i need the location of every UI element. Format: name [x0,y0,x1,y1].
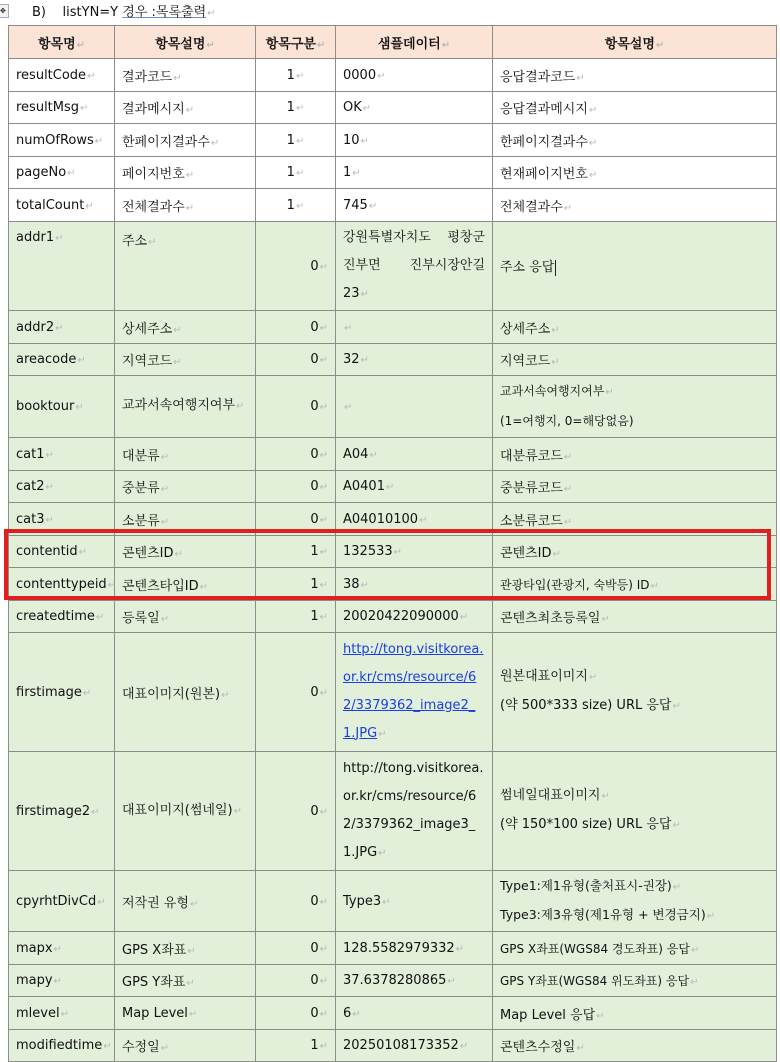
field-desc: GPS X좌표↵ [115,932,256,965]
field-explain: 상세주소↵ [493,311,777,344]
field-desc: 대표이미지(썸네일)↵ [115,752,256,871]
field-type: 1↵ [256,536,336,568]
field-name: addr2↵ [9,311,115,344]
table-row [9,965,777,997]
field-type: 0↵ [256,871,336,932]
field-name: cat2↵ [9,471,115,503]
field-explain: 소분류코드↵ [493,503,777,536]
table-row [9,601,777,633]
field-sample: OK↵ [336,92,493,124]
field-sample: 강원특별자치도 평창군 진부면 진부시장안길 23↵ [336,222,493,311]
table-row [9,568,777,601]
field-type: 1↵ [256,189,336,222]
field-sample: 37.6378280865↵ [336,965,493,997]
field-type: 0↵ [256,376,336,438]
table-row [9,124,777,157]
field-explain: 주소 응답 [493,222,777,311]
field-explain: 응답결과메시지↵ [493,92,777,124]
field-explain: 콘텐츠최초등록일↵ [493,601,777,633]
field-name: mapx↵ [9,932,115,965]
field-type: 0↵ [256,752,336,871]
table-row [9,344,777,376]
table-row [9,59,777,92]
table-row [9,932,777,965]
field-name: contenttypeid↵ [9,568,115,601]
field-name: mlevel↵ [9,997,115,1030]
field-type: 0↵ [256,438,336,471]
field-explain: 콘텐츠수정일↵ [493,1030,777,1062]
field-type: 0↵ [256,965,336,997]
table-row [9,536,777,568]
table-row [9,1030,777,1062]
table-move-handle[interactable]: ✥ [0,4,9,18]
field-sample: ↵ [336,311,493,344]
field-desc: 중분류↵ [115,471,256,503]
field-desc: 대분류↵ [115,438,256,471]
table-row [9,222,777,311]
field-sample: 10↵ [336,124,493,157]
field-desc: 페이지번호↵ [115,157,256,189]
field-explain: 콘텐츠ID↵ [493,536,777,568]
field-type: 0↵ [256,311,336,344]
field-type: 1↵ [256,59,336,92]
table-row [9,157,777,189]
table-row [9,471,777,503]
field-name: totalCount↵ [9,189,115,222]
field-explain: 현재페이지번호↵ [493,157,777,189]
field-name: areacode↵ [9,344,115,376]
field-desc: Map Level↵ [115,997,256,1030]
field-explain: GPS X좌표(WGS84 경도좌표) 응답↵ [493,932,777,965]
field-explain: 응답결과코드↵ [493,59,777,92]
field-sample: A0401↵ [336,471,493,503]
field-type: 0↵ [256,932,336,965]
field-type: 1↵ [256,568,336,601]
field-sample: 132533↵ [336,536,493,568]
header-cell: 항목명↵ [9,26,115,59]
field-name: modifiedtime↵ [9,1030,115,1062]
table-row [9,633,777,752]
field-type: 1↵ [256,1030,336,1062]
field-explain: 한페이지결과수↵ [493,124,777,157]
table-row [9,189,777,222]
response-field-table [8,25,777,1062]
image-url-link[interactable]: http://tong.visitkorea.or.kr/cms/resource/62/3379362_image2_1.JPG [343,641,484,741]
field-type: 1↵ [256,601,336,633]
field-sample: 128.5582979332↵ [336,932,493,965]
field-explain: Type1:제1유형(출처표시-권장)↵ Type3:제3유형(제1유형 + 변경금지)↵ [493,871,777,932]
field-desc: 등록일↵ [115,601,256,633]
field-sample: 38↵ [336,568,493,601]
field-type: 0↵ [256,471,336,503]
field-name: createdtime↵ [9,601,115,633]
field-desc: 수정일↵ [115,1030,256,1062]
field-name: firstimage↵ [9,633,115,752]
table-row [9,311,777,344]
field-sample: 20020422090000↵ [336,601,493,633]
field-explain: 지역코드↵ [493,344,777,376]
table-row [9,752,777,871]
field-desc: GPS Y좌표↵ [115,965,256,997]
header-cell: 항목설명↵ [493,26,777,59]
field-explain: 대분류코드↵ [493,438,777,471]
caption-text: B) listYN=Y 경우 :목록출력↵ [32,5,216,20]
field-name: booktour↵ [9,376,115,438]
field-type: 1↵ [256,124,336,157]
field-explain: GPS Y좌표(WGS84 위도좌표) 응답↵ [493,965,777,997]
field-name: cpyrhtDivCd↵ [9,871,115,932]
field-sample[interactable]: http://tong.visitkorea.or.kr/cms/resource/62/3379362_image2_1.JPG↵ [336,633,493,752]
field-desc: 전체결과수↵ [115,189,256,222]
field-desc: 지역코드↵ [115,344,256,376]
field-type: 0↵ [256,633,336,752]
section-caption [0,0,780,22]
field-desc: 결과메시지↵ [115,92,256,124]
header-row [9,26,777,59]
field-name: addr1↵ [9,222,115,311]
field-sample: A04↵ [336,438,493,471]
field-sample: 32↵ [336,344,493,376]
field-sample: Type3↵ [336,871,493,932]
header-cell: 샘플데이터↵ [336,26,493,59]
field-name: contentid↵ [9,536,115,568]
table-row [9,92,777,124]
table-row [9,997,777,1030]
header-cell: 항목설명↵ [115,26,256,59]
field-sample: A04010100↵ [336,503,493,536]
field-explain: 썸네일대표이미지↵ (약 150*100 size) URL 응답↵ [493,752,777,871]
field-desc: 대표이미지(원본)↵ [115,633,256,752]
field-sample: 745↵ [336,189,493,222]
field-type: 0↵ [256,344,336,376]
field-explain: 전체결과수↵ [493,189,777,222]
table-row [9,503,777,536]
field-name: mapy↵ [9,965,115,997]
field-sample: http://tong.visitkorea.or.kr/cms/resource/62/3379362_image3_1.JPG↵ [336,752,493,871]
field-type: 1↵ [256,92,336,124]
field-explain: 원본대표이미지↵ (약 500*333 size) URL 응답↵ [493,633,777,752]
field-desc: 결과코드↵ [115,59,256,92]
field-desc: 콘텐츠타입ID↵ [115,568,256,601]
text-cursor [555,260,556,276]
field-name: resultMsg↵ [9,92,115,124]
field-type: 0↵ [256,997,336,1030]
field-explain: 교과서속여행지여부↵ (1=여행지, 0=해당없음) [493,376,777,438]
field-explain: Map Level 응답↵ [493,997,777,1030]
table-row [9,438,777,471]
field-type: 1↵ [256,157,336,189]
field-sample: ↵ [336,376,493,438]
field-type: 0↵ [256,222,336,311]
field-desc: 교과서속여행지여부↵ [115,376,256,438]
field-explain: 중분류코드↵ [493,471,777,503]
field-desc: 소분류↵ [115,503,256,536]
field-name: pageNo↵ [9,157,115,189]
field-name: cat1↵ [9,438,115,471]
field-desc: 콘텐츠ID↵ [115,536,256,568]
table-row [9,871,777,932]
field-sample: 6↵ [336,997,493,1030]
field-sample: 20250108173352↵ [336,1030,493,1062]
field-name: firstimage2↵ [9,752,115,871]
field-desc: 상세주소↵ [115,311,256,344]
table-row [9,376,777,438]
field-desc: 저작권 유형↵ [115,871,256,932]
field-desc: 주소↵ [115,222,256,311]
field-sample: 0000↵ [336,59,493,92]
field-name: cat3↵ [9,503,115,536]
field-desc: 한페이지결과수↵ [115,124,256,157]
field-type: 0↵ [256,503,336,536]
field-name: resultCode↵ [9,59,115,92]
field-name: numOfRows↵ [9,124,115,157]
header-cell: 항목구분↵ [256,26,336,59]
field-sample: 1↵ [336,157,493,189]
field-explain: 관광타입(관광지, 숙박등) ID↵ [493,568,777,601]
